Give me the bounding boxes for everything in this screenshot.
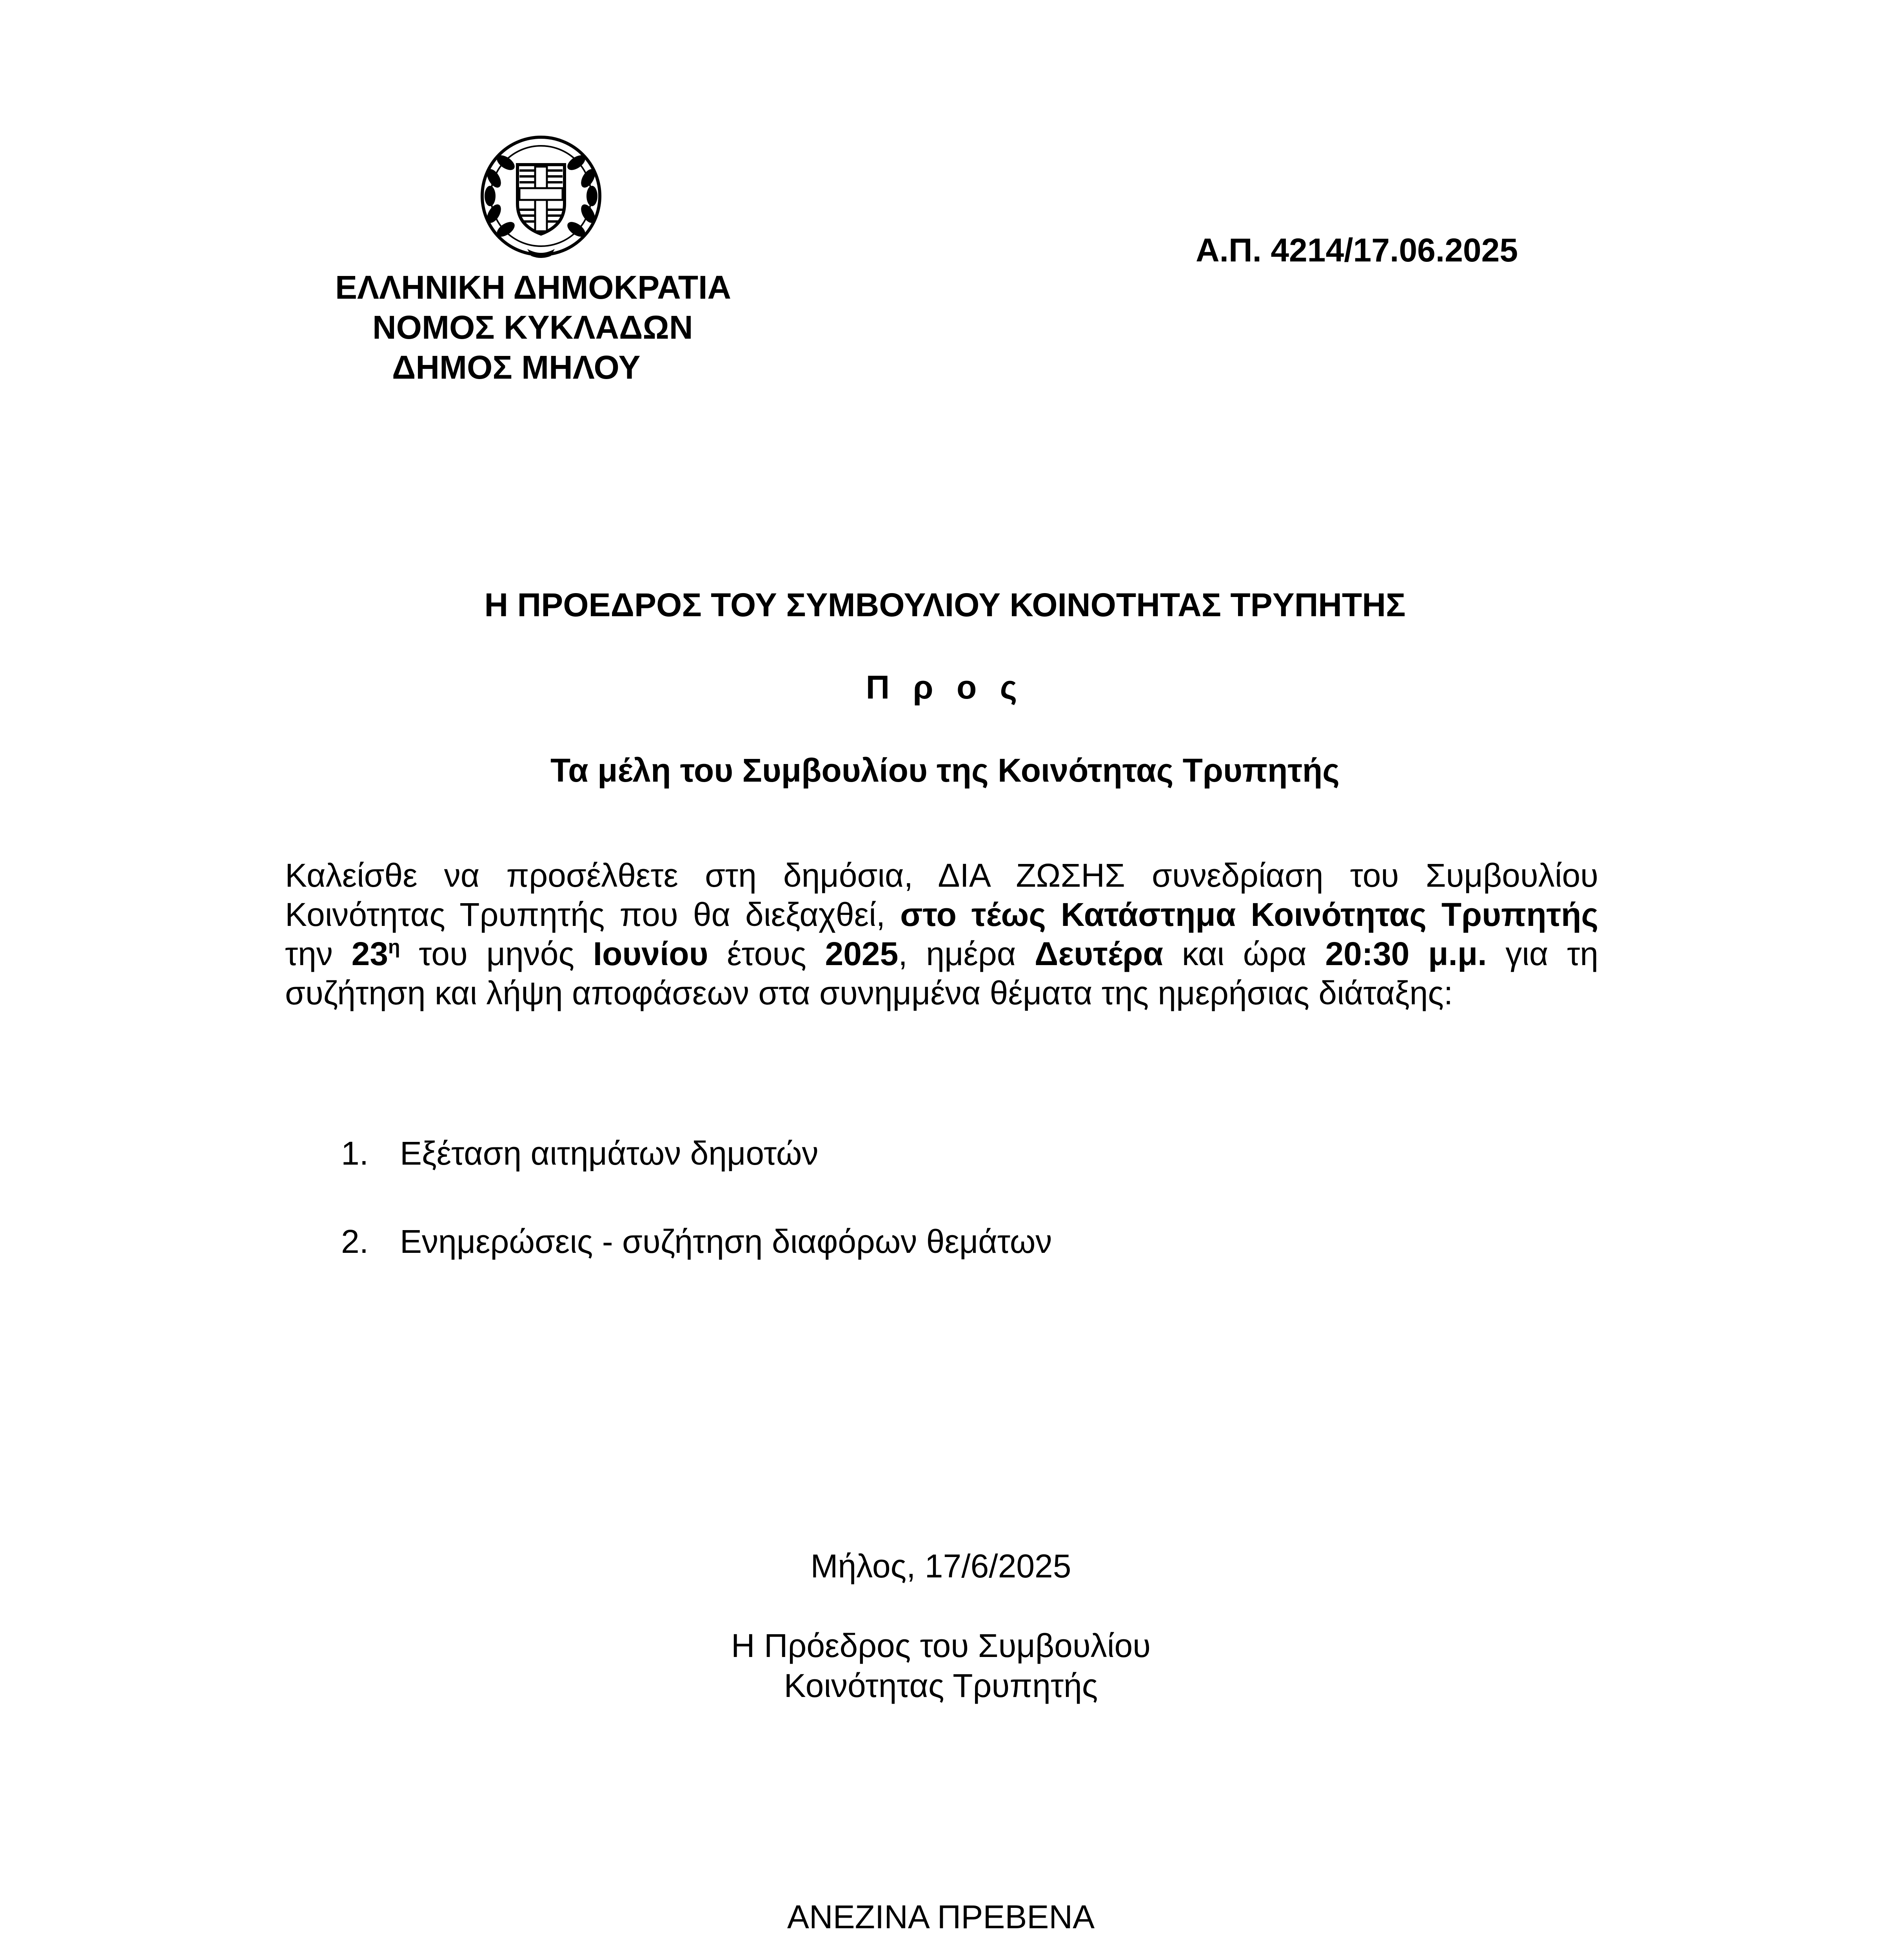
to-label: Π ρ ο ς [866, 669, 1024, 706]
meeting-day-suffix: η [388, 936, 400, 958]
body-text-part: Καλείσθε να προσέλθετε στη δημόσια, ΔΙΑ ΖΩΣΗΣ συνεδρίαση του Συμβουλίου Κοινότητας Τρυπητής που θα διεξαχθεί, [285, 857, 1598, 933]
body-text-part: του μηνός [400, 935, 593, 972]
signatory-role: Η Πρόεδρος του Συμβουλίου [731, 1627, 1151, 1664]
header-prefecture: ΝΟΜΟΣ ΚΥΚΛΑΔΩΝ [372, 309, 693, 346]
meeting-month: Ιουνίου [593, 935, 708, 972]
header-municipality: ΔΗΜΟΣ ΜΗΛΟΥ [392, 349, 641, 386]
meeting-location: στο τέως Κατάστημα Κοινότητας Τρυπητής [900, 896, 1599, 933]
meeting-time: 20:30 μ.μ. [1325, 935, 1487, 972]
meeting-year: 2025 [825, 935, 899, 972]
document-title: Η ΠΡΟΕΔΡΟΣ ΤΟΥ ΣΥΜΒΟΥΛΙΟΥ ΚΟΙΝΟΤΗΤΑΣ ΤΡΥΠΗΤΗΣ [484, 586, 1406, 623]
agenda-number: 1. [341, 1135, 369, 1172]
list-item [341, 1134, 819, 1173]
body-text-part: και ώρα [1163, 935, 1325, 972]
agenda-text: Εξέταση αιτημάτων δημοτών [400, 1135, 819, 1172]
invitation-paragraph [285, 856, 1598, 1013]
protocol-number: Α.Π. 4214/17.06.2025 [1196, 232, 1518, 269]
list-item [341, 1222, 1052, 1261]
agenda-text: Ενημερώσεις - συζήτηση διαφόρων θεμάτων [400, 1223, 1052, 1260]
body-text-part: , ημέρα [898, 935, 1035, 972]
body-text-part: για τη συζήτηση και λήψη αποφάσεων στα συνημμένα θέματα της ημερήσιας διάταξης: [285, 935, 1598, 1011]
body-text-part: την [285, 935, 352, 972]
signatory-role-cont: Κοινότητας Τρυπητής [784, 1667, 1098, 1704]
meeting-day: 23 [351, 935, 389, 972]
recipients: Τα μέλη του Συμβουλίου της Κοινότητας Τρυπητής [550, 752, 1340, 789]
meeting-weekday: Δευτέρα [1035, 935, 1164, 972]
place-date: Μήλος, 17/6/2025 [810, 1548, 1071, 1584]
signatory-name: ΑΝΕΖΙΝΑ ΠΡΕΒΕΝΑ [787, 1898, 1095, 1935]
greek-coat-of-arms-icon [476, 131, 606, 261]
body-text-part: έτους [708, 935, 825, 972]
header-country: ΕΛΛΗΝΙΚΗ ΔΗΜΟΚΡΑΤΙΑ [335, 269, 732, 306]
agenda-number: 2. [341, 1223, 369, 1260]
